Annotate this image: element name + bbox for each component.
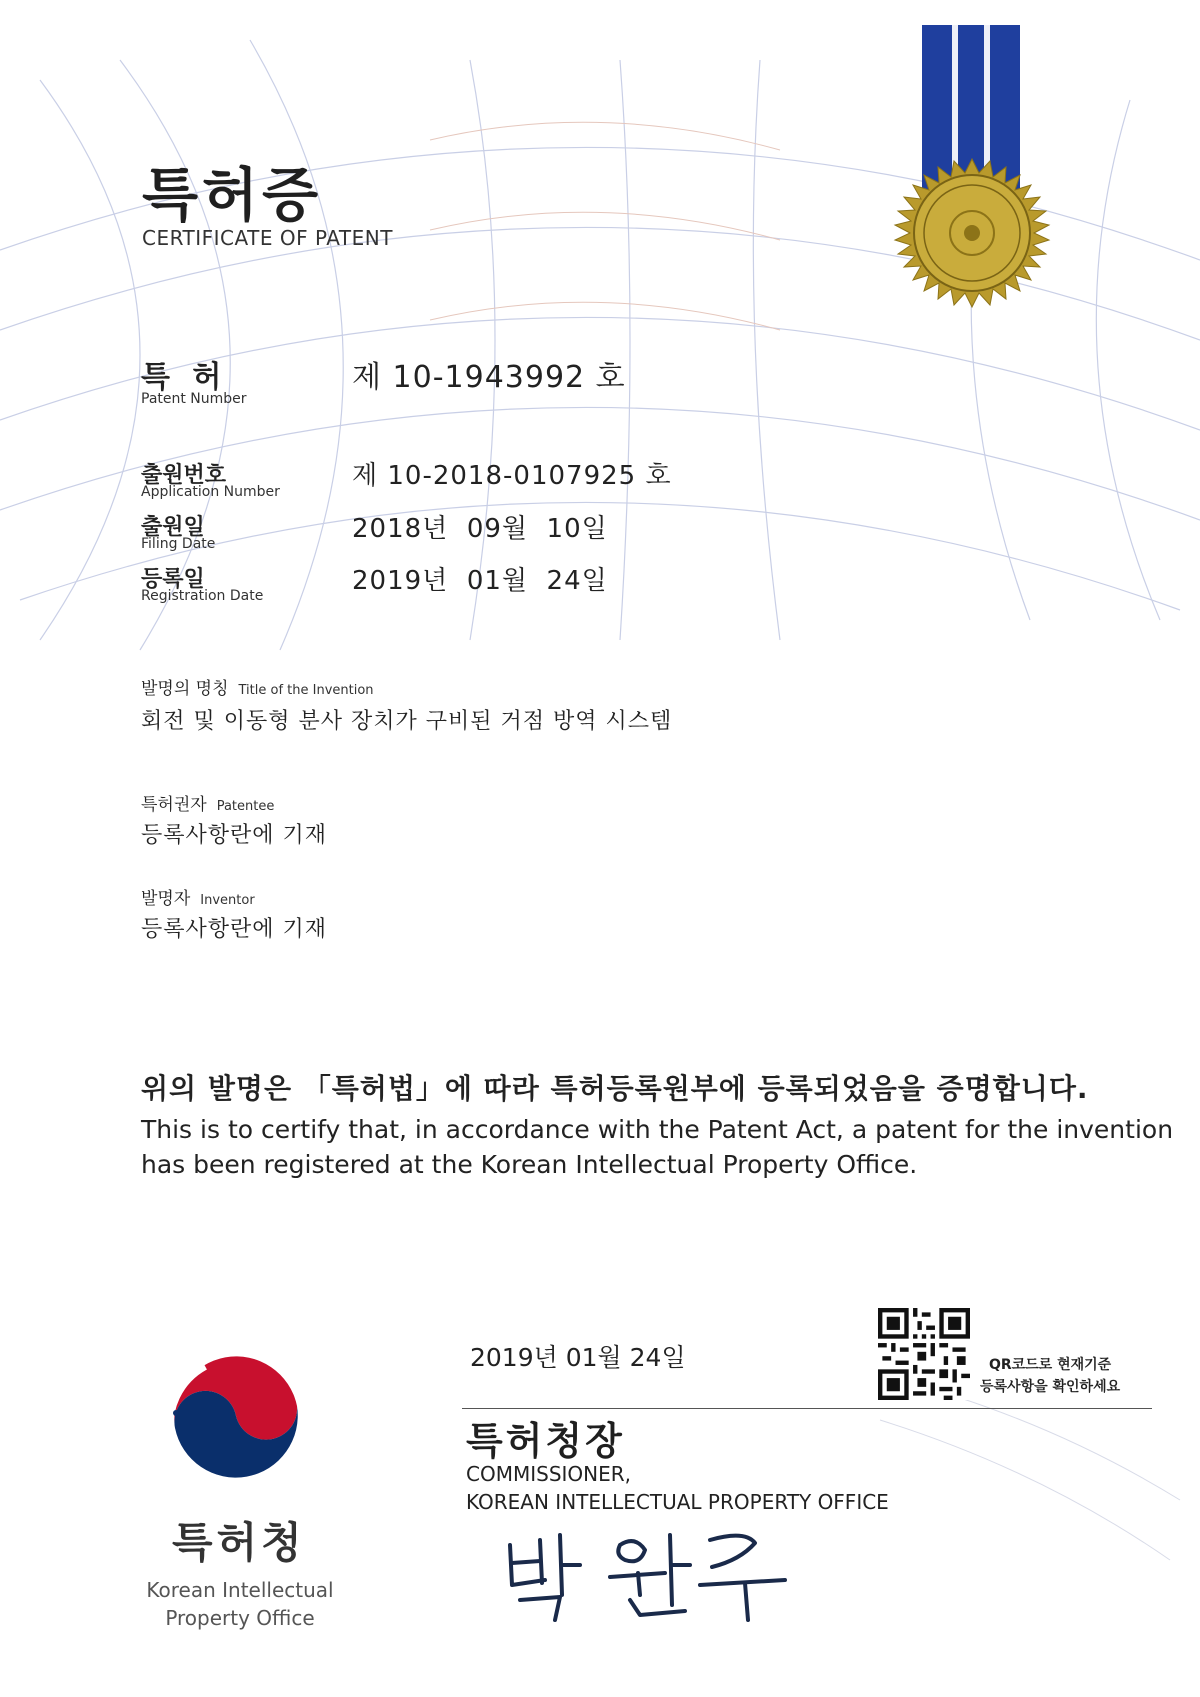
qr-code[interactable] — [878, 1308, 970, 1400]
application-number-label-en: Application Number — [141, 484, 280, 500]
patentee-value: 등록사항란에 기재 — [141, 823, 328, 848]
registration-date-value: 2019년 01월 24일 — [352, 566, 608, 596]
invention-title-label-row — [141, 674, 374, 699]
divider — [462, 1408, 1152, 1409]
invention-title-value: 회전 및 이동형 분사 장치가 구비된 거점 방역 시스템 — [141, 709, 673, 734]
commissioner-title-en-line2: KOREAN INTELLECTUAL PROPERTY OFFICE — [466, 1490, 889, 1514]
patent-number-label-en: Patent Number — [141, 391, 247, 407]
commissioner-title-ko: 특허청장 — [466, 1419, 625, 1463]
qr-instruction — [980, 1354, 1120, 1398]
kipo-name-ko: 특허청 — [172, 1518, 306, 1567]
inventor-label: 발명자 — [141, 889, 191, 909]
patentee-label-row — [141, 790, 274, 815]
filing-date-label-en: Filing Date — [141, 536, 216, 552]
registration-date-label-en: Registration Date — [141, 588, 264, 604]
certificate-title-ko: 특허증 — [142, 161, 323, 229]
kipo-name-en-line1: Korean Intellectual — [146, 1578, 334, 1602]
kipo-logo-icon — [165, 1350, 315, 1500]
qr-instruction-line2: 등록사항을 확인하세요 — [980, 1379, 1121, 1395]
filing-date-label: 출원일 — [141, 515, 205, 540]
inventor-value: 등록사항란에 기재 — [141, 917, 328, 942]
certification-statement-en-line1: This is to certify that, in accordance with the Patent Act, a patent for the invention — [141, 1115, 1174, 1144]
certificate-title-en: CERTIFICATE OF PATENT — [142, 226, 393, 250]
invention-title-label: 발명의 명칭 — [141, 679, 229, 699]
kipo-name-en-line2: Property Office — [165, 1606, 315, 1630]
patentee-label-en: Patentee — [216, 799, 275, 814]
commissioner-signature — [500, 1515, 800, 1625]
application-number-value: 제 10-2018-0107925 호 — [352, 461, 672, 491]
patent-number-value: 제 10-1943992 호 — [352, 360, 626, 395]
commissioner-title-en-line1: COMMISSIONER, — [466, 1462, 631, 1486]
kipo-name-en — [130, 1576, 350, 1632]
inventor-label-row — [141, 884, 255, 909]
patent-number-label: 특 허 — [141, 360, 228, 395]
invention-title-label-en: Title of the Invention — [238, 683, 374, 698]
qr-instruction-line1: QR코드로 현재기준 — [988, 1357, 1112, 1373]
gold-seal — [820, 25, 1140, 465]
filing-date-value: 2018년 09월 10일 — [352, 514, 608, 544]
certification-statement-ko: 위의 발명은 「특허법」에 따라 특허등록원부에 등록되었음을 증명합니다. — [141, 1072, 1089, 1105]
application-number-label: 출원번호 — [141, 463, 227, 488]
inventor-label-en: Inventor — [200, 893, 255, 908]
registration-date-label: 등록일 — [141, 567, 205, 592]
issue-date: 2019년 01월 24일 — [470, 1343, 686, 1372]
certification-statement-en-line2: has been registered at the Korean Intellectual Property Office. — [141, 1150, 918, 1179]
patentee-label: 특허권자 — [141, 795, 207, 815]
